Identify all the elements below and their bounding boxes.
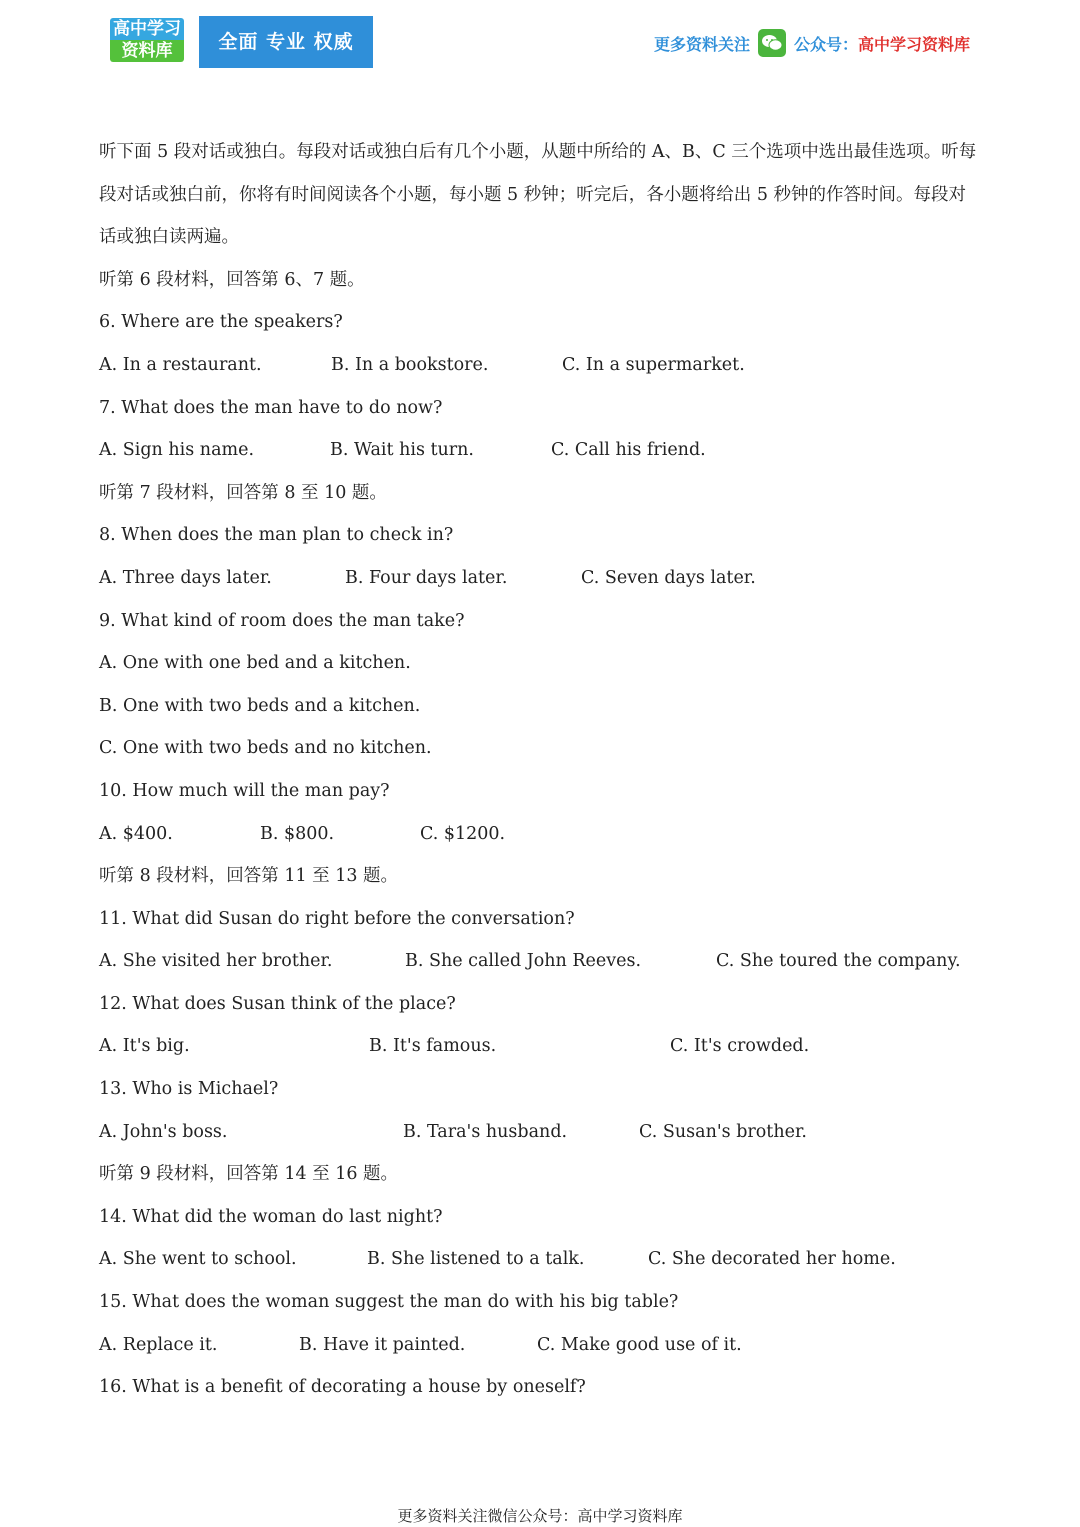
option-c: C. Call his friend. bbox=[551, 440, 706, 461]
option-b: B. Wait his turn. bbox=[330, 440, 474, 461]
follow-text: 更多资料关注 bbox=[653, 34, 750, 54]
option-a: A. Three days later. bbox=[99, 567, 272, 588]
question-stem: 15. What does the woman suggest the man do with his big table? bbox=[99, 1292, 679, 1313]
options-row bbox=[99, 429, 979, 472]
question-stem: 7. What does the man have to do now? bbox=[99, 397, 443, 418]
options-row bbox=[99, 1025, 979, 1068]
option-c: C. $1200. bbox=[420, 823, 506, 844]
option-a: A. Sign his name. bbox=[99, 440, 255, 461]
section-heading: 听第 9 段材料，回答第 14 至 16 题。 bbox=[99, 1164, 399, 1185]
question-stem: 14. What did the woman do last night? bbox=[99, 1206, 443, 1227]
brand-logo bbox=[110, 18, 184, 66]
option-a: A. It's big. bbox=[99, 1036, 190, 1057]
question-stem: 12. What does Susan think of the place? bbox=[99, 993, 456, 1014]
exam-content bbox=[99, 131, 979, 1409]
option-a: A. John's boss. bbox=[99, 1121, 228, 1142]
account-label: 公众号：高中学习资料库 bbox=[793, 34, 970, 54]
option-c: C. Susan's brother. bbox=[639, 1121, 807, 1142]
options-row bbox=[99, 1324, 979, 1367]
page-footer: 更多资料关注微信公众号：高中学习资料库 bbox=[397, 1507, 683, 1525]
option-a: A. Replace it. bbox=[99, 1334, 218, 1355]
option-c: C. She toured the company. bbox=[716, 951, 961, 972]
options-row bbox=[99, 344, 979, 387]
wechat-icon bbox=[758, 29, 786, 57]
question-stem: 11. What did Susan do right before the conversation? bbox=[99, 908, 575, 929]
options-row bbox=[99, 557, 979, 600]
option-b: B. She called John Reeves. bbox=[405, 951, 642, 972]
option-b: B. It's famous. bbox=[369, 1036, 497, 1057]
option-b: B. Have it painted. bbox=[299, 1334, 466, 1355]
logo-line-2: 资料库 bbox=[110, 40, 184, 62]
option-a: A. One with one bed and a kitchen. bbox=[99, 653, 411, 674]
option-c: C. It's crowded. bbox=[670, 1036, 810, 1057]
option-b: B. $800. bbox=[260, 823, 335, 844]
option-a: A. In a restaurant. bbox=[99, 354, 262, 375]
question-stem: 9. What kind of room does the man take? bbox=[99, 610, 465, 631]
options-row bbox=[99, 1111, 979, 1154]
slogan-banner: 全面 专业 权威 bbox=[199, 16, 373, 68]
question-stem: 13. Who is Michael? bbox=[99, 1079, 279, 1100]
account-name: 高中学习资料库 bbox=[857, 34, 970, 54]
option-c: C. Seven days later. bbox=[581, 567, 756, 588]
question-stem: 6. Where are the speakers? bbox=[99, 312, 343, 333]
options-row bbox=[99, 813, 979, 856]
logo-line-1: 高中学习 bbox=[110, 18, 184, 40]
instructions: 听下面 5 段对话或独白。每段对话或独白后有几个小题，从题中所给的 A、B、C 三个选项中选出最佳选项。听每段对话或独白前，你将有时间阅读各个小题，每小题 5 秒钟；听完后，各小题将给出 5 秒钟的作答时间。每段对话或独白读两遍。 bbox=[99, 142, 977, 248]
question-stem: 16. What is a benefit of decorating a house by oneself? bbox=[99, 1377, 586, 1398]
section-heading: 听第 6 段材料，回答第 6、7 题。 bbox=[99, 269, 365, 290]
option-c: C. Make good use of it. bbox=[537, 1334, 742, 1355]
follow-info bbox=[654, 28, 970, 58]
section-heading: 听第 8 段材料，回答第 11 至 13 题。 bbox=[99, 866, 399, 887]
options-row bbox=[99, 940, 979, 983]
option-c: C. She decorated her home. bbox=[648, 1249, 896, 1270]
option-b: B. Four days later. bbox=[345, 567, 508, 588]
option-c: C. In a supermarket. bbox=[562, 354, 745, 375]
option-b: B. Tara's husband. bbox=[403, 1121, 568, 1142]
option-a: A. She went to school. bbox=[99, 1249, 297, 1270]
section-heading: 听第 7 段材料，回答第 8 至 10 题。 bbox=[99, 482, 387, 503]
option-b: B. In a bookstore. bbox=[331, 354, 489, 375]
option-c: C. One with two beds and no kitchen. bbox=[99, 738, 432, 759]
option-a: A. She visited her brother. bbox=[99, 951, 333, 972]
option-b: B. One with two beds and a kitchen. bbox=[99, 695, 421, 716]
options-row bbox=[99, 1238, 979, 1281]
option-b: B. She listened to a talk. bbox=[367, 1249, 585, 1270]
question-stem: 10. How much will the man pay? bbox=[99, 780, 390, 801]
question-stem: 8. When does the man plan to check in? bbox=[99, 525, 454, 546]
option-a: A. $400. bbox=[99, 823, 173, 844]
